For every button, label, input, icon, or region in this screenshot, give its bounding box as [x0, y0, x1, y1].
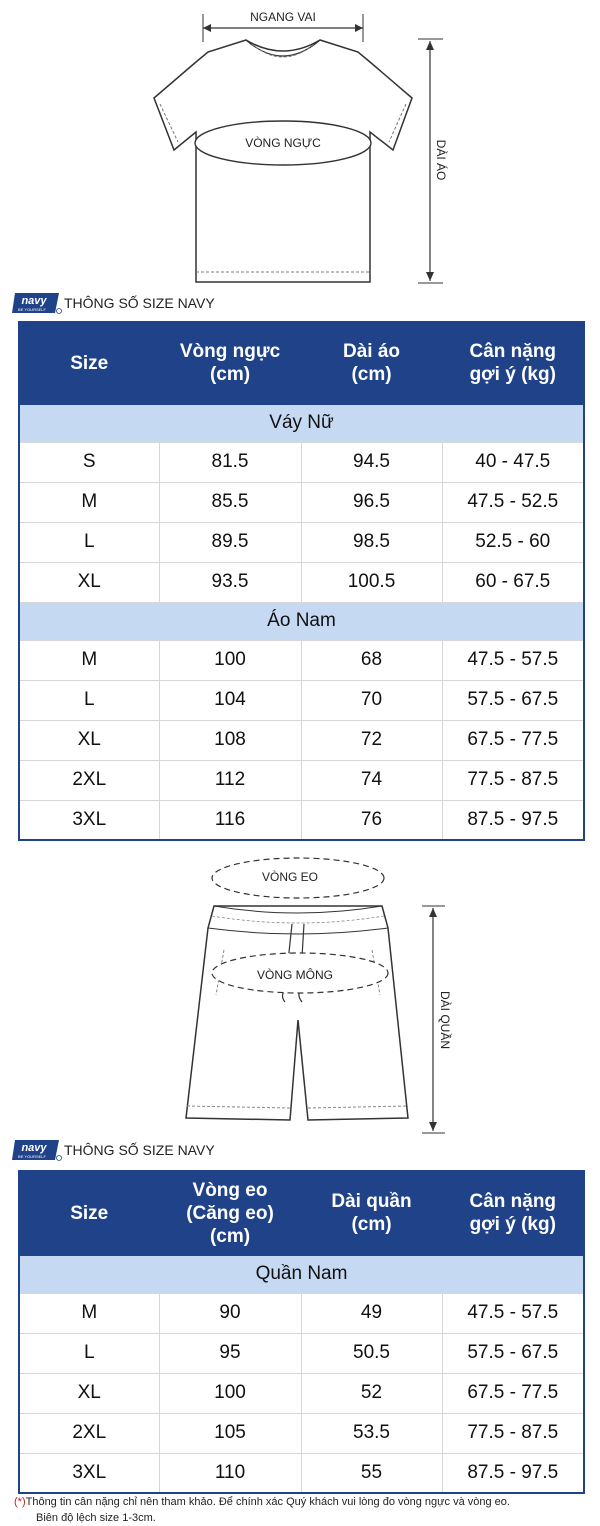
- header-size: Size: [19, 1171, 159, 1255]
- header-chest: Vòng ngực (cm): [159, 322, 301, 404]
- shirt-drawing: [0, 0, 600, 290]
- header-waist: Vòng eo (Căng eo) (cm): [159, 1171, 301, 1255]
- header-size: Size: [19, 322, 159, 404]
- table-row: L 104 70 57.5 - 67.5: [19, 680, 584, 720]
- header-weight: Cân nặng gợi ý (kg): [442, 322, 584, 404]
- brand-row-pants: [12, 1137, 215, 1163]
- table-row: XL 93.5 100.5 60 - 67.5: [19, 562, 584, 602]
- table-row: 3XL 116 76 87.5 - 97.5: [19, 800, 584, 840]
- section-row-vay-nu: Váy Nữ: [19, 404, 584, 442]
- table-row: S 81.5 94.5 40 - 47.5: [19, 442, 584, 482]
- footnote-line-1: [14, 1494, 594, 1510]
- pants-diagram: [0, 850, 600, 1135]
- length-label: DÀI ÁO: [434, 139, 448, 181]
- table-row: XL 108 72 67.5 - 77.5: [19, 720, 584, 760]
- hip-label: VÒNG MÔNG: [256, 968, 334, 982]
- footnote-text: Thông tin cân nặng chỉ nên tham khảo. Để chính xác Quý khách vui lòng đo vòng ngực và vòng eo.: [25, 1496, 510, 1508]
- footnote-line-2: Biên độ lệch size 1-3cm.: [36, 1512, 156, 1524]
- pants-drawing: [0, 850, 600, 1135]
- pants-table-title: THÔNG SỐ SIZE NAVY: [64, 1142, 215, 1158]
- shirt-diagram: [0, 0, 600, 290]
- chest-label: VÒNG NGỰC: [245, 136, 321, 150]
- table-header-row: [19, 322, 584, 404]
- shoulder-label: NGANG VAI: [250, 10, 316, 24]
- navy-logo-icon: [12, 1138, 62, 1162]
- svg-text:navy: navy: [21, 295, 47, 307]
- header-length: Dài áo (cm): [301, 322, 442, 404]
- table-row: M 100 68 47.5 - 57.5: [19, 640, 584, 680]
- table-row: M 90 49 47.5 - 57.5: [19, 1293, 584, 1333]
- section-row-quan-nam: Quần Nam: [19, 1255, 584, 1293]
- navy-logo-icon: [12, 291, 62, 315]
- footnote: [14, 1494, 594, 1526]
- footnote-marker: (*): [14, 1496, 26, 1508]
- brand-row-shirt: [12, 290, 215, 316]
- waist-label: VÒNG EO: [261, 870, 319, 884]
- header-pants-length: Dài quần (cm): [301, 1171, 442, 1255]
- table-row: M 85.5 96.5 47.5 - 52.5: [19, 482, 584, 522]
- table-row: L 89.5 98.5 52.5 - 60: [19, 522, 584, 562]
- table-row: 2XL 105 53.5 77.5 - 87.5: [19, 1413, 584, 1453]
- svg-text:BE YOURSELF: BE YOURSELF: [18, 1154, 46, 1159]
- section-row-ao-nam: Áo Nam: [19, 602, 584, 640]
- table-header-row: [19, 1171, 584, 1255]
- svg-text:navy: navy: [21, 1142, 47, 1154]
- pants-size-table: [18, 1170, 585, 1494]
- pants-length-label: DÀI QUẦN: [438, 990, 452, 1050]
- svg-text:BE YOURSELF: BE YOURSELF: [18, 307, 46, 312]
- header-weight: Cân nặng gợi ý (kg): [442, 1171, 584, 1255]
- shirt-size-table: [18, 321, 585, 841]
- table-row: 2XL 112 74 77.5 - 87.5: [19, 760, 584, 800]
- table-row: 3XL 110 55 87.5 - 97.5: [19, 1453, 584, 1493]
- table-row: L 95 50.5 57.5 - 67.5: [19, 1333, 584, 1373]
- shirt-table-title: THÔNG SỐ SIZE NAVY: [64, 295, 215, 311]
- table-row: XL 100 52 67.5 - 77.5: [19, 1373, 584, 1413]
